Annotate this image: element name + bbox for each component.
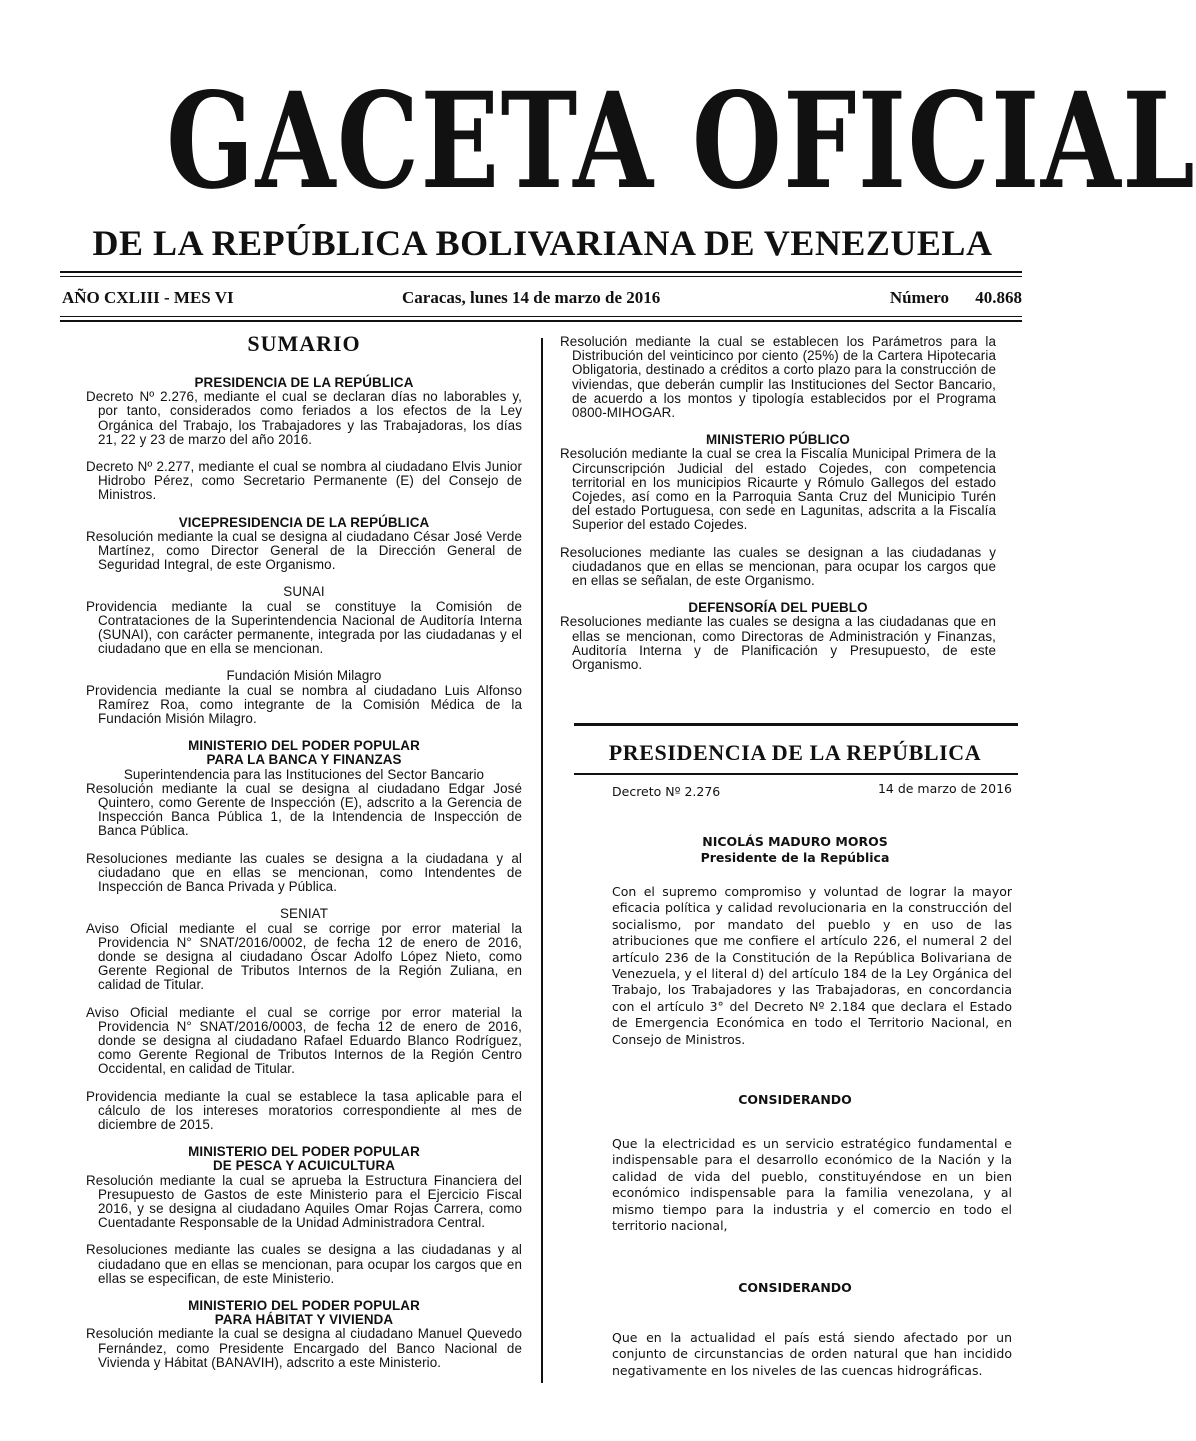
sumario-section-heading: DE PESCA Y ACUICULTURA — [213, 1158, 395, 1174]
issue-place-date: Caracas, lunes 14 de marzo de 2016 — [402, 288, 661, 307]
decree-preamble: Con el supremo compromiso y voluntad de lograr la mayor eficacia política y calidad revolucionaria en la construcción del socialismo, por mandato del pueblo y en uso de las atribuciones que me confiere el artículo 226, el numeral 2 del artículo 236 de la Constitución de la República Bolivariana de Venezuela, y el literal d) del artículo 184 de la Ley Orgánica del Trabajo, los Trabajadores y las Trabajadoras, en concordancia con el artículo 3° del Decreto Nº 2.184 que declara el Estado de Emergencia Económica en todo el Territorio Nacional, en Consejo de Ministros. — [612, 884, 1012, 1047]
sumario-subheading: SUNAI — [283, 584, 325, 600]
issue-number — [868, 288, 1022, 308]
sumario-entry: Decreto Nº 2.277, mediante el cual se nombra al ciudadano Elvis Junior Hidrobo Pérez, como Secretario Permanente (E) del Consejo de Ministros. — [86, 459, 522, 503]
section-title: PRESIDENCIA DE LA REPÚBLICA — [608, 740, 982, 765]
sumario-right-list — [560, 335, 996, 672]
sumario-subheading: SENIAT — [280, 906, 328, 922]
sumario-heading: SUMARIO — [247, 331, 361, 356]
section-rule-top — [574, 723, 1018, 726]
sumario-entry: Resolución mediante la cual se designa al ciudadano César José Verde Martínez, como Director General de la Dirección General de Seguridad Integral, de este Organismo. — [86, 528, 522, 573]
sumario-entry: Aviso Oficial mediante el cual se corrige por error material la Providencia N° SNAT/2016/0002, de fecha 12 de enero de 2016, donde se designa al ciudadano Óscar Adolfo López Nieto, como Gerente Regional de Tributos Internos de la Región Zuliana, en calidad de Titular. — [86, 920, 522, 993]
issue-year-month: AÑO CXLIII - MES VI — [62, 288, 234, 307]
considerando-heading-1: CONSIDERANDO — [738, 1092, 852, 1107]
issue-info-bar — [62, 288, 1022, 312]
sumario-section-heading: VICEPRESIDENCIA DE LA REPÚBLICA — [178, 514, 430, 530]
sumario-entry: Resoluciones mediante las cuales se designa a las ciudadanas que en ellas se mencionan, como Directoras de Administración y Finanzas, Auditoría Interna y de Planificación y Presupuesto, de este Organismo. — [560, 614, 996, 673]
sumario-entry: Resoluciones mediante las cuales se designan a las ciudadanas y ciudadanos que en ellas se mencionan, para ocupar los cargos que en ellas se señalan, de este Organismo. — [560, 544, 996, 589]
sumario-entry: Decreto Nº 2.276, mediante el cual se declaran días no laborables y, por tanto, considerados como feriados a los efectos de la Ley Orgánica del Trabajo, los Trabajadores y las Trabajadoras, los días 21, 22 y 23 de marzo del año 2016. — [86, 389, 522, 447]
sumario-entry: Resolución mediante la cual se aprueba la Estructura Financiera del Presupuesto de Gastos de este Ministerio para el Ejercicio Fiscal 2016, y se designa al ciudadano Aquiles Omar Rojas Carrera, como Cuentadante Responsable de la Unidad Administradora Central. — [86, 1172, 522, 1231]
header-rule-bottom-thin — [60, 316, 1022, 317]
sumario-section-heading: PARA HÁBITAT Y VIVIENDA — [214, 1312, 394, 1328]
sumario-entry: Resolución mediante la cual se designa al ciudadano Manuel Quevedo Fernández, como Presidente Encargado del Banco Nacional de Vivienda y Hábitat (BANAVIH), adscrito a este Ministerio. — [86, 1326, 522, 1370]
sumario-entry: Providencia mediante la cual se establece la tasa aplicable para el cálculo de los intereses moratorios correspondiente al mes de diciembre de 2015. — [86, 1088, 522, 1132]
sumario-section-heading: PARA LA BANCA Y FINANZAS — [206, 752, 402, 768]
sumario-left-list — [86, 376, 522, 1370]
sumario-entry: Resoluciones mediante las cuales se designa a las ciudadanas y al ciudadano que en ellas se mencionan, para ocupar los cargos que en ellas se especifican, de este Ministerio. — [86, 1242, 522, 1286]
decree-signer — [580, 834, 1010, 866]
considerando-text-1: Que la electricidad es un servicio estratégico fundamental e indispensable para el desarrollo económico de la Nación y la calidad de vida del pueblo, constituyéndose en un bien económico indispensable para la familia venezolana, y al mismo tiempo para la industria y el comercio en todo el territorio nacional, — [612, 1136, 1012, 1234]
sumario-section-heading: MINISTERIO DEL PODER POPULAR — [188, 738, 420, 754]
sumario-entry: Providencia mediante la cual se nombra al ciudadano Luis Alfonso Ramírez Roa, como integrante de la Comisión Médica de la Fundación Misión Milagro. — [86, 682, 522, 727]
header-rule-top — [60, 271, 1022, 273]
signer-name: NICOLÁS MADURO MOROS — [702, 834, 888, 849]
sumario-entry: Resolución mediante la cual se establecen los Parámetros para la Distribución del veinticinco por ciento (25%) de la Cartera Hipotecaria Obligatoria, destinado a créditos a corto plazo para la construcción de viviendas, que deberán cumplir las Instituciones del Sector Bancario, de acuerdo a los montos y tipología establecidos por el Programa 0800-MIHOGAR. — [560, 334, 996, 421]
sumario-section-heading: DEFENSORÍA DEL PUEBLO — [688, 600, 868, 616]
sumario-section-heading: PRESIDENCIA DE LA REPÚBLICA — [194, 375, 414, 390]
sumario-entry: Resoluciones mediante las cuales se designa a la ciudadana y al ciudadano que en ellas se mencionan, como Intendentes de Inspección de Banca Privada y Pública. — [86, 850, 522, 895]
sumario-entry: Aviso Oficial mediante el cual se corrige por error material la Providencia N° SNAT/2016/0003, de fecha 12 de enero de 2016, donde se designa al ciudadano Rafael Eduardo Blanco Rodríguez, como Gerente Regional de Tributos Internos de la Región Centro Occidental, en calidad de Titular. — [86, 1004, 522, 1077]
issue-number-value: 40.868 — [975, 288, 1022, 307]
sumario-entry: Resolución mediante la cual se crea la Fiscalía Municipal Primera de la Circunscripción Judicial del estado Cojedes, con competencia territorial en los municipios Ricaurte y Rómulo Gallegos del estado Cojedes, así como en la Parroquia Santa Cruz del Municipio Turén del estado Portuguesa, con sede en Lagunitas, adscrita a la Fiscalía Superior del estado Cojedes. — [560, 446, 996, 533]
sumario-subheading: Superintendencia para las Instituciones del Sector Bancario — [123, 766, 485, 782]
decree-date: 14 de marzo de 2016 — [877, 781, 1012, 796]
header-rule-top-thin — [60, 276, 1022, 277]
sumario-left-column — [86, 330, 522, 1383]
column-divider — [541, 338, 543, 1383]
section-rule-bottom — [574, 773, 1018, 775]
decree-number: Decreto Nº 2.276 — [612, 784, 721, 799]
sumario-section-heading: MINISTERIO DEL PODER POPULAR — [188, 1297, 420, 1313]
issue-number-label: Número — [889, 288, 949, 307]
sumario-entry: Resolución mediante la cual se designa al ciudadano Edgar José Quintero, como Gerente de Inspección (E), adscrito a la Gerencia de Inspección Banca Pública 1, de la Intendencia de Inspección de Banca Pública. — [86, 780, 522, 839]
considerando-text-2: Que en la actualidad el país está siendo afectado por un conjunto de circunstancias de orden natural que han incidido negativamente en los niveles de las cuencas hidrográficas. — [612, 1330, 1012, 1378]
sumario-section-heading: MINISTERIO PÚBLICO — [706, 432, 850, 448]
considerando-heading-2: CONSIDERANDO — [738, 1280, 852, 1295]
masthead-subtitle: DE LA REPÚBLICA BOLIVARIANA DE VENEZUELA — [92, 223, 993, 263]
sumario-right-column — [560, 335, 996, 685]
header-rule-bottom — [60, 320, 1022, 322]
masthead-title: GACETA OFICIAL — [166, 64, 1196, 219]
sumario-entry: Providencia mediante la cual se constituye la Comisión de Contrataciones de la Superintendencia Nacional de Auditoría Interna (SUNAI), con carácter permanente, integrada por las ciudadanas y el ciudadano que en ella se mencionan. — [86, 598, 522, 657]
sumario-subheading: Fundación Misión Milagro — [226, 668, 382, 684]
signer-title: Presidente de la República — [700, 850, 890, 865]
sumario-section-heading: MINISTERIO DEL PODER POPULAR — [188, 1144, 420, 1160]
